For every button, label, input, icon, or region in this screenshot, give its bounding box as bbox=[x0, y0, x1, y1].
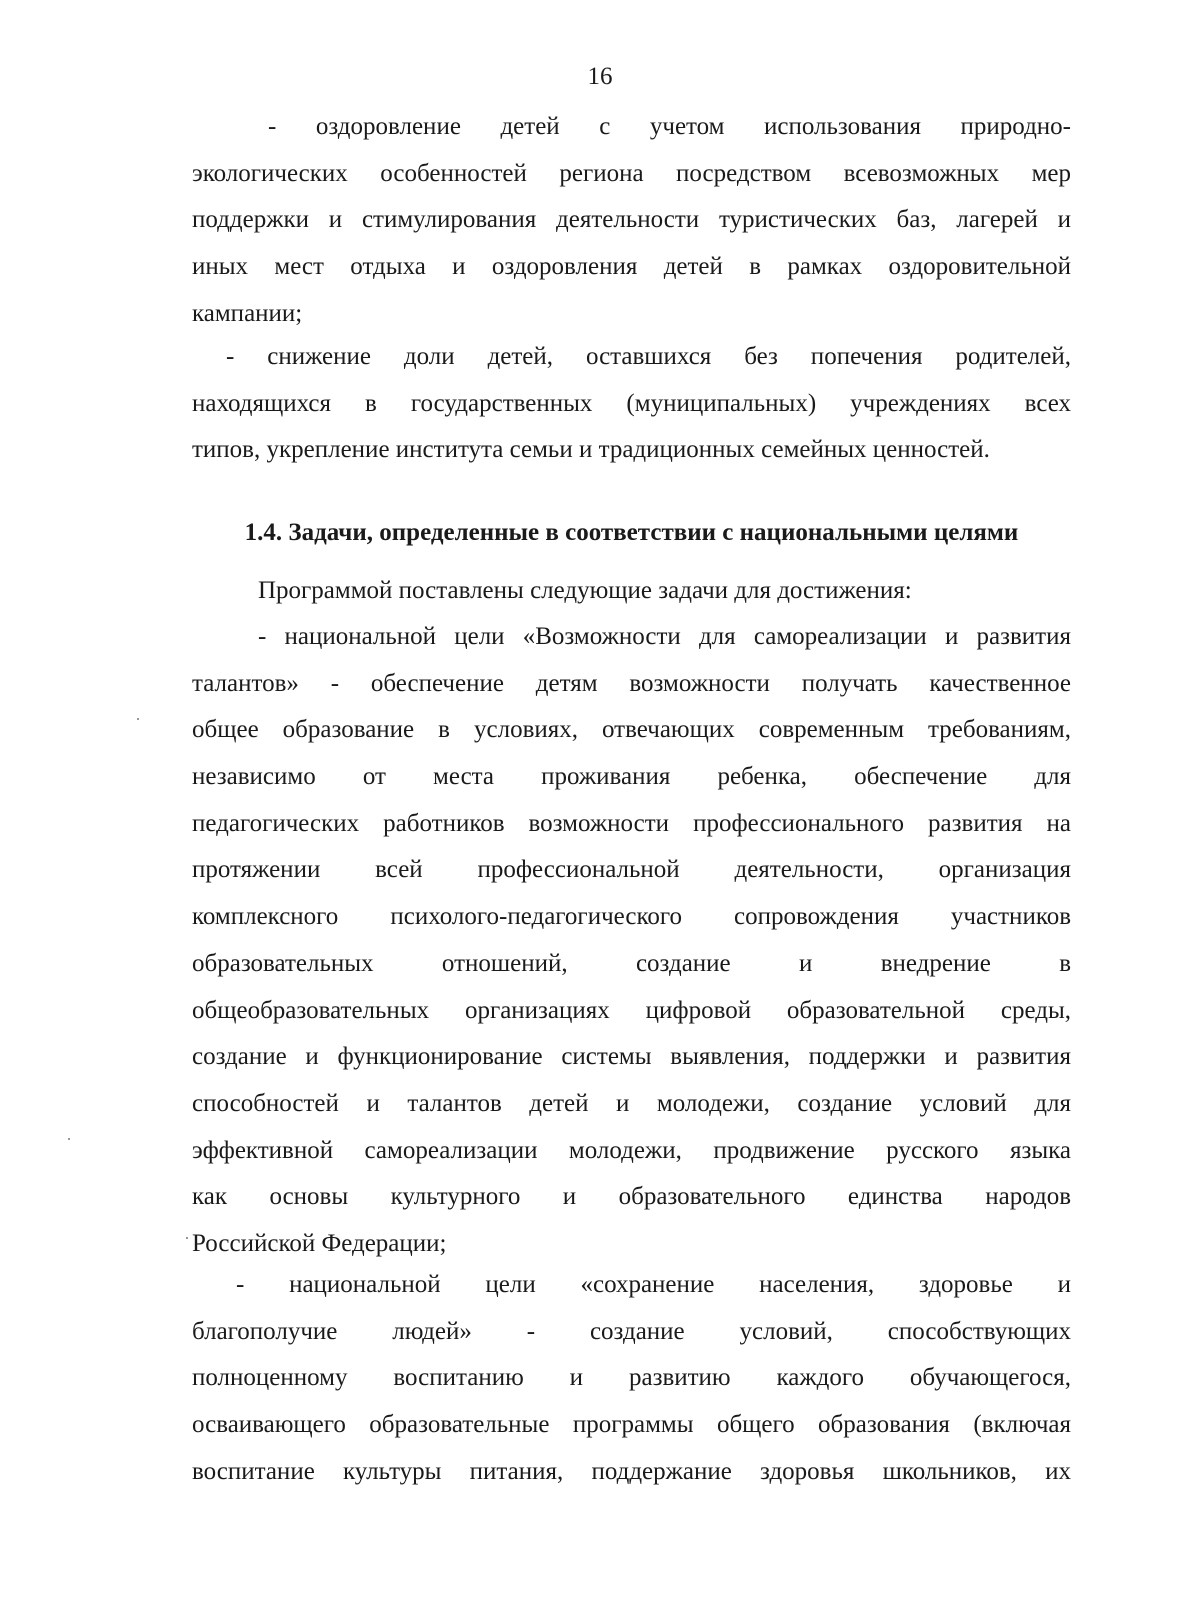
paragraph-orphans-reduction bbox=[192, 334, 1071, 474]
page-number: 16 bbox=[587, 63, 613, 90]
paragraph-talents-goal bbox=[192, 614, 1071, 1268]
text-line: полноценному воспитанию и развитию каждого обучающегося, bbox=[192, 1364, 1071, 1392]
text-line: как основы культурного и образовательного единства народов bbox=[192, 1183, 1071, 1211]
text-line: общее образование в условиях, отвечающих современным требованиям, bbox=[192, 716, 1071, 744]
text-line: общеобразовательных организациях цифровой образовательной среды, bbox=[192, 996, 1071, 1024]
text-line: создание и функционирование системы выявления, поддержки и развития bbox=[192, 1043, 1071, 1071]
text-line: протяжении всей профессиональной деятельности, организация bbox=[192, 856, 1071, 884]
text-line: способностей и талантов детей и молодежи, создание условий для bbox=[192, 1089, 1071, 1117]
paragraph-intro bbox=[192, 568, 1071, 615]
text-line: комплексного психолого-педагогического сопровождения участников bbox=[192, 903, 1071, 931]
scan-speck bbox=[68, 1138, 70, 1140]
text-line: - национальной цели «сохранение населения, здоровье и bbox=[236, 1271, 1071, 1298]
text-line: Российской Федерации; bbox=[192, 1229, 447, 1257]
text-line: осваивающего образовательные программы общего образования (включая bbox=[192, 1411, 1071, 1439]
scan-speck bbox=[186, 1237, 188, 1239]
text-line: - оздоровление детей с учетом использования природно- bbox=[268, 113, 1071, 140]
paragraph-population-goal bbox=[192, 1262, 1071, 1495]
text-line: кампании; bbox=[192, 299, 303, 327]
paragraph-health-improvement bbox=[192, 104, 1071, 337]
text-line: находящихся в государственных (муниципальных) учреждениях всех bbox=[192, 389, 1071, 417]
text-line: педагогических работников возможности профессионального развития на bbox=[192, 809, 1071, 837]
text-line: эффективной самореализации молодежи, продвижение русского языка bbox=[192, 1136, 1071, 1164]
text-line: талантов» - обеспечение детям возможности получать качественное bbox=[192, 669, 1071, 697]
text-line: поддержки и стимулирования деятельности туристических баз, лагерей и bbox=[192, 206, 1071, 234]
text-line: воспитание культуры питания, поддержание здоровья школьников, их bbox=[192, 1457, 1071, 1485]
scan-speck bbox=[137, 718, 139, 720]
text-line: - национальной цели «Возможности для самореализации и развития bbox=[258, 623, 1071, 650]
text-line: типов, укрепление института семьи и традиционных семейных ценностей. bbox=[192, 436, 990, 464]
text-line: - снижение доли детей, оставшихся без попечения родителей, bbox=[226, 343, 1071, 370]
text-line: Программой поставлены следующие задачи для достижения: bbox=[258, 577, 912, 604]
text-line: образовательных отношений, создание и внедрение в bbox=[192, 949, 1071, 977]
text-line: иных мест отдыха и оздоровления детей в рамках оздоровительной bbox=[192, 253, 1071, 281]
text-line: благополучие людей» - создание условий, способствующих bbox=[192, 1317, 1071, 1345]
section-heading: 1.4. Задачи, определенные в соответствии с национальными целями bbox=[244, 519, 1019, 546]
text-line: экологических особенностей региона посредством всевозможных мер bbox=[192, 159, 1071, 187]
text-line: независимо от места проживания ребенка, обеспечение для bbox=[192, 763, 1071, 791]
